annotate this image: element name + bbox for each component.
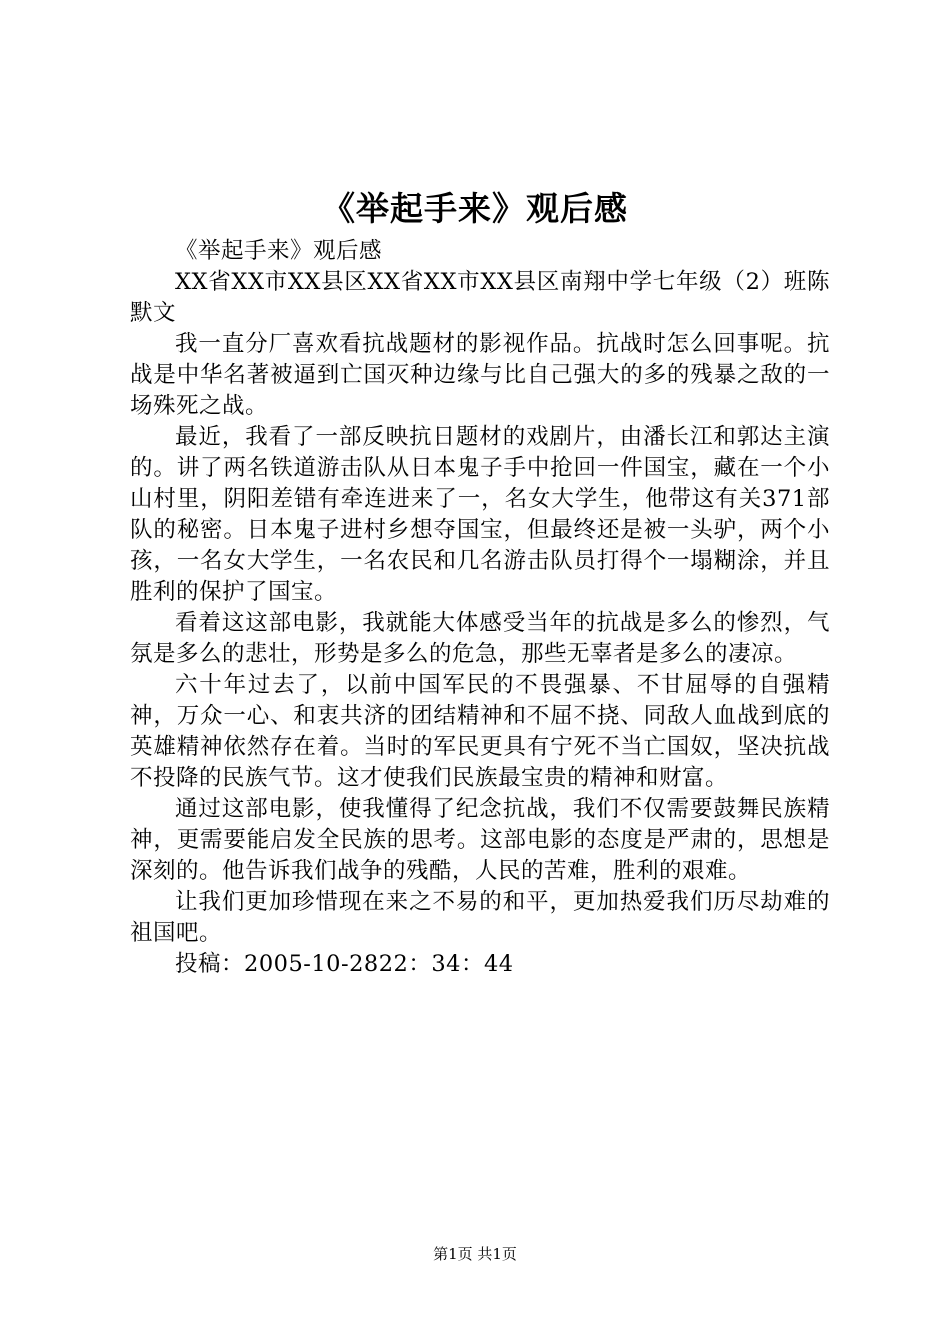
page-footer: 第1页 共1页 — [433, 1245, 517, 1263]
paragraph: 六十年过去了，以前中国军民的不畏强暴、不甘屈辱的自强精神，万众一心、和衷共济的团结精神和不屈不挠、同敌人血战到底的英雄精神依然存在着。当时的军民更具有宁死不当亡国奴，坚决抗战不投降的民族气节。这才使我们民族最宝贵的精神和财富。 — [130, 672, 830, 791]
paragraph: 我一直分厂喜欢看抗战题材的影视作品。抗战时怎么回事呢。抗战是中华名著被逼到亡国灭种边缘与比自己强大的多的残暴之敌的一场殊死之战。 — [130, 331, 830, 419]
paragraph-subtitle: 《举起手来》观后感 — [175, 238, 383, 264]
paragraph: 看着这这部电影，我就能大体感受当年的抗战是多么的惨烈，气氛是多么的悲壮，形势是多么的危急，那些无辜者是多么的凄凉。 — [130, 610, 830, 667]
page-title: 《举起手来》观后感 — [322, 189, 628, 228]
document-body — [130, 236, 830, 980]
paragraph: 让我们更加珍惜现在来之不易的和平，更加热爱我们历尽劫难的祖国吧。 — [130, 889, 830, 946]
paragraph: 通过这部电影，使我懂得了纪念抗战，我们不仅需要鼓舞民族精神，更需要能启发全民族的思考。这部电影的态度是严肃的，思想是深刻的。他告诉我们战争的残酷，人民的苦难，胜利的艰难。 — [130, 796, 830, 884]
paragraph-author: XX省XX市XX县区XX省XX市XX县区南翔中学七年级（2）班陈默文 — [130, 269, 830, 326]
paragraph: 最近，我看了一部反映抗日题材的戏剧片，由潘长江和郭达主演的。讲了两名铁道游击队从日本鬼子手中抢回一件国宝，藏在一个小山村里，阴阳差错有牵连进来了一，名女大学生，他带这有关371部队的秘密。日本鬼子进村乡想夺国宝，但最终还是被一头驴，两个小孩，一名女大学生，一名农民和几名游击队员打得个一塌糊涂，并且胜利的保护了国宝。 — [130, 424, 830, 605]
submission-timestamp: 投稿：2005-10-2822：34：44 — [175, 951, 514, 977]
